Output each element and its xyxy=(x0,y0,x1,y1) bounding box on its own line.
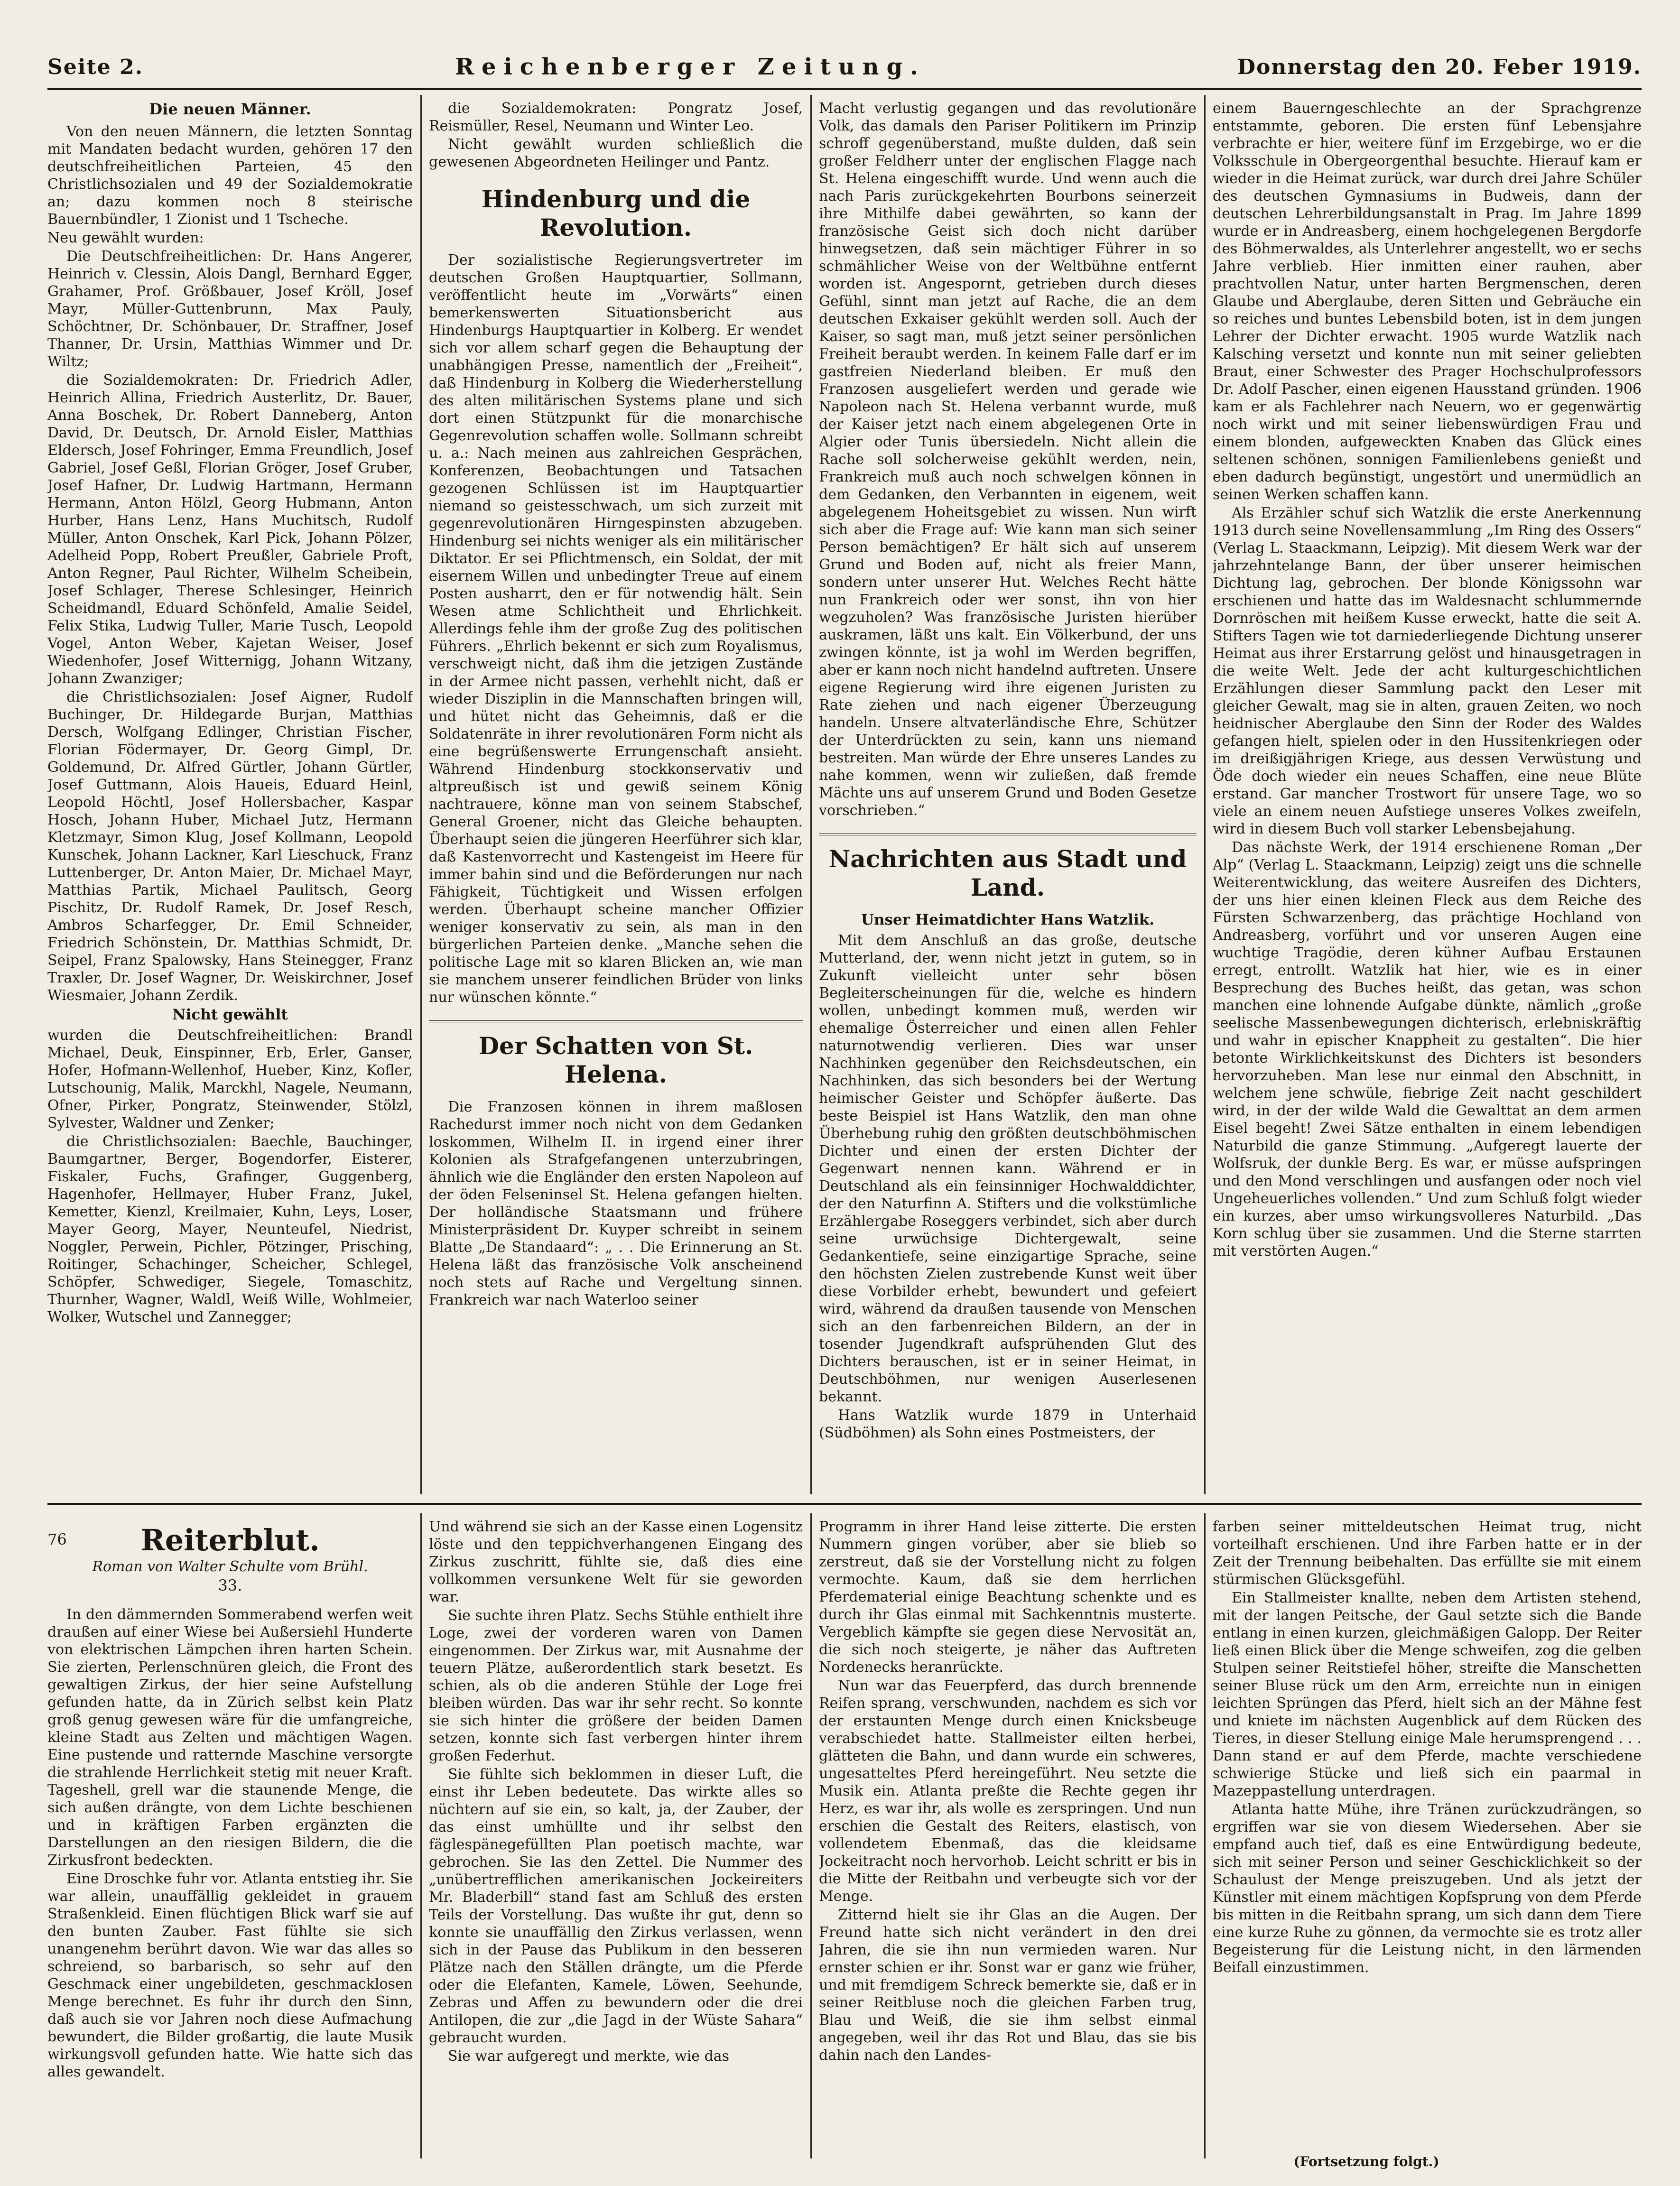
feuilleton-heading xyxy=(47,1523,413,1595)
feuilleton-number: 76 xyxy=(47,1530,67,1548)
paragraph: Programm in ihrer Hand leise zitterte. Die ersten Nummern gingen vorüber, aber sie blieb so zerstreut, daß sie der Vorstellung nicht zu folgen vermochte. Kaum, daß sie dem herrlichen Pferdematerial einige Beachtung schenkte und es durch ihr Glas einmal mit Sachkenntnis musterte. Vergeblich kämpfte sie gegen diese Nervosität an, die sich noch steigerte, je näher das Auftreten Nordenecks heranrückte. xyxy=(819,1519,1197,1676)
feuilleton-column-1 xyxy=(47,1606,413,2161)
paragraph: Mit dem Anschluß an das große, deutsche Mutterland, der, wenn nicht jetzt in gutem, so in Zukunft vielleicht unter sehr bösen Begleiterscheinungen für die, welche es hindern wollen, unbedingt kommen muß, werden wir ehemalige Österreicher und einen allen Fehler naturnotwendig verlieren. Dies war unser Nachhinken gegenüber den Reichsdeutschen, ein Nachhinken, das sich besonders bei der Wertung heimischer Geister und Schöpfer äußerte. Das beste Beispiel ist Hans Watzlik, den man ohne Überhebung ruhig den größten deutschböhmischen Dichter und einen der ersten Dichter der Gegenwart nennen kann. Während er in Deutschland als ein feinsinniger Hochwalddichter, der den Naturfinn A. Stifters und die volkstümliche Erzählergabe Roseggers verbindet, sich aber durch seine urwüchsige Dichtergewalt, seine Gedankentiefe, seine einzigartige Sprache, seine den höchsten Zielen zustrebende Kunst weit über diese Vorbilder erhebt, bewundert und gefeiert wird, während da draußen tausende von Menschen sich an den farbenreichen Bildern, an der in tosender Jugendkraft aufsprühenden Glut des Dichters berauschen, ist er in seiner Heimat, in Deutschböhmen, nur wenigen Auserlesenen bekannt. xyxy=(819,932,1197,1405)
article-headline: Hindenburg und die Revolution. xyxy=(481,185,751,241)
feuilleton-column-2 xyxy=(429,1518,803,2161)
column-1 xyxy=(47,100,413,1499)
article-headline: Der Schatten von St. Helena. xyxy=(429,1020,803,1089)
paragraph: die Sozialdemokraten: Pongratz Josef, Reismüller, Resel, Neumann und Winter Leo. xyxy=(429,100,803,134)
feuilleton-column-4 xyxy=(1213,1518,1642,2149)
feuilleton-author: Roman von Walter Schulte vom Brühl. xyxy=(92,1558,368,1575)
paragraph: Atlanta hatte Mühe, ihre Tränen zurückzudrängen, so ergriffen war sie von diesem Wiedersehen. Aber sie empfand auch tief, daß es eine Entwürdigung bedeute, sich mit seiner Person und seiner Geschicklichkeit so der Schaulust der Menge preiszugeben. Und als jetzt der Künstler mit einem mächtigen Kopfsprung von dem Pferde bis mitten in die Reitbahn sprang, um sich dann dem Tiere eine kurze Ruhe zu gönnen, da vermochte sie es trotz aller Begeisterung für die Leistung nicht, in den lärmenden Beifall einzustimmen. xyxy=(1213,1801,1642,1976)
continuation-note: (Fortsetzung folgt.) xyxy=(1293,2154,1439,2169)
paragraph: Die Franzosen können in ihrem maßlosen Rachedurst immer noch nicht von dem Gedanken loskommen, Wilhelm II. in irgend einer ihrer Kolonien als Strafgefangenen unterzubringen, ähnlich wie die Engländer den ersten Napoleon auf der öden Felseninsel St. Helena gefangen hielten. Der holländische Staatsmann und frühere Ministerpräsident Dr. Kuyper schreibt in seinem Blatte „De Standaard“: „ . . Die Erinnerung an St. Helena läßt das französische Volk anscheinend noch stets auf Rache und Vergeltung sinnen. Frankreich war nach Waterloo seiner xyxy=(429,1099,803,1308)
page-number: Seite 2. xyxy=(47,55,144,79)
paragraph: Hans Watzlik wurde 1879 in Unterhaid (Südböhmen) als Sohn eines Postmeisters, der xyxy=(819,1407,1197,1441)
column-rule xyxy=(420,95,422,1494)
paragraph: Eine Droschke fuhr vor. Atlanta entstieg ihr. Sie war allein, unauffällig gekleidet in grauem Straßenkleid. Einen flüchtigen Blick warf sie auf den bunten Zauber. Fast fühlte sie sich unangenehm berührt davon. Wie war das alles so schreiend, so barbarisch, so sehr auf den Geschmack einer ungebildeten, geschmacklosen Menge berechnet. Es fuhr ihr durch den Sinn, daß auch sie vor Jahren noch diese Aufmachung bewundert, die Bilder großartig, die laute Musik wirkungsvoll gefunden hatte. Wie hatte sich das alles gewandelt. xyxy=(47,1871,413,2080)
newspaper-name: Reichenberger Zeitung. xyxy=(455,54,926,80)
paragraph: Als Erzähler schuf sich Watzlik die erste Anerkennung 1913 durch seine Novellensammlung „Im Ring des Ossers“ (Verlag L. Staackmann, Leipzig). Mit diesem Werk war der jahrzehntelange Bann, der über unserer heimischen Dichtung lag, gebrochen. Der blonde Königssohn war erschienen und hatte das im Waldesnacht schlummernde Dornröschen mit heißem Kusse erweckt, hatte die seit A. Stifters Tagen wie tot darniederliegende Dichtung unserer Heimat aus ihrer Erstarrung gelöst und hinausgetragen in die weite Welt. Jede der acht kulturgeschichtlichen Erzählungen dieser Sammlung packt den Leser mit gleicher Gewalt, mag sie in alten, grauen Zeiten, wo noch heidnischer Aberglaube den Sinn der Roder des Waldes gefangen hielt, spielen oder in den Hussitenkriegen oder im dreißigjährigen Kriege, aus dessen Verwüstung und Öde doch wieder ein neues Schaffen, eine neue Blüte erstand. Gar mancher Trostwort für unsere Tage, wo so viele an einem neuen Aufstiege unseres Volkes zweifeln, wird in diesem Buch voll starker Lebensbejahung. xyxy=(1213,505,1642,837)
column-4 xyxy=(1213,100,1642,1499)
paragraph: farben seiner mitteldeutschen Heimat trug, nicht vorteilhaft erschienen. Und ihre Farben hatte er in der Zeit der Trennung beibehalten. Das erfüllte sie mit einem stürmischen Glücksgefühl. xyxy=(1213,1519,1642,1588)
paragraph: Und während sie sich an der Kasse einen Logensitz löste und den teppichverhangenen Eingang des Zirkus zuschritt, fühlte sie, daß dies eine vollkommen versunkene Welt für sie geworden war. xyxy=(429,1519,803,1605)
feuilleton-part: 33. xyxy=(218,1576,242,1594)
paragraph: die Christlichsozialen: Baechle, Bauchinger, Baumgartner, Berger, Bogendorfer, Eisterer, Fiskaler, Fuchs, Grafinger, Guggenberg, Hagenhofer, Hellmayer, Huber Franz, Jukel, Kemetter, Kienzl, Kreilmaier, Kuhn, Leys, Loser, Mayer Georg, Mayer, Neunteufel, Niedrist, Noggler, Perwein, Pichler, Pötzinger, Prisching, Roitinger, Schachinger, Scheicher, Schlegel, Schöpfer, Schwediger, Siegele, Tomaschitz, Thurnher, Wagner, Waldl, Weiß Wille, Wohlmeier, Wolker, Wutschel und Zannegger; xyxy=(47,1133,413,1325)
column-rule xyxy=(1204,95,1206,1494)
column-rule xyxy=(810,95,812,1494)
paragraph: die Christlichsozialen: Josef Aigner, Rudolf Buchinger, Dr. Hildegarde Burjan, Matthias Dersch, Wolfgang Edlinger, Christian Fischer, Florian Födermayer, Dr. Georg Gimpl, Dr. Goldemund, Dr. Alfred Gürtler, Johann Gürtler, Josef Guttmann, Alois Haueis, Eduard Heinl, Leopold Höchtl, Josef Hollersbacher, Kaspar Hosch, Johann Huber, Michael Jutz, Hermann Kletzmayr, Simon Klug, Josef Kollmann, Leopold Kunschek, Johann Lackner, Karl Lieschuck, Franz Luttenberger, Dr. Anton Maier, Dr. Michael Mayr, Matthias Partik, Michael Paulitsch, Georg Pischitz, Dr. Rudolf Ramek, Dr. Josef Resch, Ambros Scharfegger, Dr. Emil Schneider, Friedrich Schönstein, Dr. Matthias Schmidt, Dr. Seipel, Franz Spalowsky, Hans Steinegger, Franz Traxler, Dr. Josef Wagner, Dr. Weiskirchner, Josef Wiesmaier, Johann Zerdik. xyxy=(47,689,413,1004)
paragraph: wurden die Deutschfreiheitlichen: Brandl Michael, Deuk, Einspinner, Erb, Erler, Ganser, Hofer, Hofmann-Wellenhof, Hueber, Kinz, Kofler, Lutschounig, Malik, Marckhl, Nagele, Neumann, Ofner, Pirker, Pongratz, Steinwender, Stölzl, Sylvester, Waldner und Zenker; xyxy=(47,1027,413,1131)
issue-date: Donnerstag den 20. Feber 1919. xyxy=(1237,55,1642,79)
feuilleton-title: Reiterblut. xyxy=(140,1523,320,1557)
paragraph: In den dämmernden Sommerabend werfen weit draußen auf einer Wiese bei Außersiehl Hunderte von elektrischen Lämpchen ihren harten Schein. Sie zierten, Perlenschnüren gleich, die Front des gewaltigen Zirkus, der hier seine Aufstellung gefunden hatte, da in Zürich selbst kein Platz groß genug gewesen wäre für die umfangreiche, kleine Stadt aus Zelten und mächtigen Wagen. Eine pustende und ratternde Maschine versorgte die strahlende Herrlichkeit stetig mit neuer Kraft. Tageshell, grell war die staunende Menge, die sich außen drängte, von dem Lichte beschienen und in kräftigen Farben ergänzten die Darstellungen an den riesigen Bildern, die die Zirkusfront bedeckten. xyxy=(47,1606,413,1869)
feuilleton-rule xyxy=(47,1503,1642,1505)
column-2 xyxy=(429,100,803,1499)
paragraph: Ein Stallmeister knallte, neben dem Artisten stehend, mit der langen Peitsche, der Gaul setzte sich die Bande entlang in einen kurzen, gleichmäßigen Galopp. Der Reiter ließ einen Blick über die Menge schweifen, zog die gelben Stulpen seiner Reitstiefel höher, streifte die Manschetten seiner Bluse rück um den Arm, erreichte nun in einigen leichten Sprüngen das Pferd, hielt sich an der Mähne fest und kniete im nächsten Augenblick auf dem Rücken des Tieres, in dieser Stellung einige Male herumsprengend . . . Dann stand er auf dem Pferde, machte verschiedene schwierige Stücke und ließ sich ein paarmal in Mazeppastellung unterdragen. xyxy=(1213,1590,1642,1799)
paragraph: Die Deutschfreiheitlichen: Dr. Hans Angerer, Heinrich v. Clessin, Alois Dangl, Bernhard Egger, Grahamer, Prof. Größbauer, Josef Kröll, Josef Mayr, Müller-Guttenbrunn, Max Pauly, Schöchtner, Dr. Schönbauer, Dr. Straffner, Josef Thanner, Dr. Ursin, Matthias Wimmer und Dr. Wiltz; xyxy=(47,248,413,370)
paragraph: Nun war das Feuerpferd, das durch brennende Reifen sprang, verschwunden, nachdem es sich vor der erstaunten Menge durch einen Knicksbeuge verabschiedet hatte. Stallmeister eilten herbei, glätteten die Bahn, und dann wurde ein schweres, ungesatteltes Pferd hereingeführt. Neu setzte die Musik ein. Atlanta preßte die Rechte gegen ihr Herz, es war ihr, als wolle es zerspringen. Und nun erschien die Gestalt des Reiters, elastisch, von vollendetem Ebenmaß, das die kleidsame Jockeitracht noch hervorhob. Leicht schritt er bis in die Mitte der Reitbahn und verbeugte sich vor der Menge. xyxy=(819,1677,1197,1905)
paragraph: Sie war aufgeregt und merkte, wie das xyxy=(448,2048,730,2065)
paragraph: Das nächste Werk, der 1914 erschienene Roman „Der Alp“ (Verlag L. Staackmann, Leipzig) zeigt uns die schnelle Weiterentwicklung, das weitere Ausreifen des Dichters, der uns hier einen kleinen Fleck aus dem Reiche des Fürsten Schwarzenberg, das prächtige Hochland von Andreasberg, vorführt und vor unseren Augen eine wuchtige Tragödie, deren kühner Aufbau Erstaunen erregt, entrollt. Watzlik hat hier, wie es in einer Besprechung des Buches heißt, das getan, was schon manchen eine lohnende Aufgabe dünkte, nämlich „große seelische Massenbewegungen dichterisch, erlebniskräftig und wahr in epischer Knappheit zu gestalten“. Die hier betonte Wirklichkeitskunst des Dichters ist besonders hervorzuheben. Man lese nur einmal den Abschnitt, in welchem jene schwüle, fiebrige Zeit nacht geschildert wird, in der der wilde Wald die Gewalttat an dem armen Eisel begeht! Zwei Sätze enthalten in einem lebendigen Naturbild die ganze Stimmung. „Aufgeregt lauerte der Wolfsruk, der dunkle Berg. Es war, er müsse aufspringen und den Mond verschlingen und ausfangen oder noch viel Ungeheuerliches vollenden.“ Und zum Schluß folgt wieder ein kurzes, aber umso wirkungsvolleres Naturbild. „Das Korn schlug über sie zusammen. Und die Sterne starrten mit verstörten Augen.“ xyxy=(1213,839,1642,1260)
feuilleton-column-3 xyxy=(819,1518,1197,2161)
paragraph: Macht verlustig gegangen und das revolutionäre Volk, das damals den Pariser Politikern im Prinzip schroff gegenüberstand, mußte dulden, daß sein großer Feldherr unter der englischen Flagge nach St. Helena eingeschifft wurde. Und wenn auch die nach Paris zurückgekehrten Bourbons seinerzeit ihre Mithilfe dabei gewährten, so kann der französische Geist sich doch nicht darüber hinwegsetzen, daß sein mächtiger Führer in so schmählicher Weise von der Weltbühne entfernt worden ist. Angespornt, getrieben durch dieses Gefühl, sinnt man jetzt auf Rache, die an dem deutschen Exkaiser gekühlt werden soll. Auch der Kaiser, so sagt man, muß jetzt seiner persönlichen Freiheit beraubt werden. In keinem Falle darf er im gastfreien Niederland bleiben. Er muß den Franzosen ausgeliefert werden und gerade wie Napoleon nach St. Helena verbannt wurde, muß der Kaiser jetzt nach einem abgelegenen Orte in Algier oder Tunis übersiedeln. Nicht allein die Rache soll solcherweise gekühlt werden, nein, Frankreich muß auch noch schwelgen können in dem Gedanken, den Verbannten in eigenem, weit abgelegenem Hoheitsgebiet zu wissen. Nun wirft sich aber die Frage auf: Wie kann man sich seiner Person bemächtigen? Er hält sich auf unserem Grund und Boden auf, nicht als freier Mann, sondern unter unserer Hut. Welches Recht hätte nun Frankreich oder wer sonst, ihn von hier wegzuholen? Was französische Juristen hierüber auskramen, läßt uns kalt. Ein Völkerbund, der uns zwingen könnte, ist ja wohl im Werden begriffen, aber er kann noch nicht handelnd auftreten. Unsere eigene Regierung wird ihre eigenen Juristen zu Rate ziehen und nach eigener Überzeugung handeln. Unsere altvaterländische Ehre, Schützer der Unterdrückten zu sein, kann uns niemand bestreiten. Man würde der Ehre unseres Landes zu nahe kommen, wenn wir zuließen, daß fremde Mächte uns auf unserem Grund und Boden Gesetze vorschrieben.“ xyxy=(819,100,1197,819)
paragraph: Neu gewählt wurden: xyxy=(47,230,204,246)
column-rule xyxy=(420,1513,422,2158)
column-rule xyxy=(1204,1513,1206,2158)
paragraph: Von den neuen Männern, die letzten Sonntag mit Mandaten bedacht wurden, gehören 17 den deutschfreiheitlichen Parteien, 45 den Christlichsozialen und 49 der Sozialdemokratie an; dazu kommen noch 8 steirische Bauernbündler, 1 Zionist und 1 Tscheche. xyxy=(47,123,413,228)
paragraph: Sie fühlte sich beklommen in dieser Luft, die einst ihr Leben bedeutete. Das wirkte alles so nüchtern auf sie ein, so kalt, ja, der Zauber, der das einst umhüllte und ihr selbst den fäglespänegefüllten Plan poetisch machte, war gebrochen. Sie las den Zettel. Die Nummer des „unübertrefflichen amerikanischen Jockeireiters Mr. Bladerbill“ stand fast am Schluß des ersten Teils der Vorstellung. Das wußte ihr gut, denn so konnte sie unauffällig den Zirkus verlassen, wenn sich in der Pause das Publikum in den besseren Plätze nach den Ställen drängte, um die Pferde oder die Elefanten, Kamele, Löwen, Seehunde, Zebras und Affen zu bewundern oder die drei Antilopen, die zur „die Jagd in der Wüste Sahara“ gebraucht wurden. xyxy=(429,1766,803,2046)
paragraph: Sie suchte ihren Platz. Sechs Stühle enthielt ihre Loge, zwei der vorderen waren von Damen eingenommen. Der Zirkus war, mit Ausnahme der teuern Plätze, außerordentlich stark besetzt. Es schien, als ob die anderen Stühle der Loge frei bleiben würden. Das war ihr sehr recht. So konnte sie sich hinter die größere der beiden Damen setzen, konnte sich fast verbergen hinter ihrem großen Federhut. xyxy=(429,1607,803,1764)
paragraph: Der sozialistische Regierungsvertreter im deutschen Großen Hauptquartier, Sollmann, veröffentlicht heute im „Vorwärts“ einen bemerkenswerten Situationsbericht aus Hindenburgs Hauptquartier in Kolberg. Er wendet sich vor allem scharf gegen die Behauptung der unabhängigen Presse, namentlich der „Freiheit“, daß Hindenburg in Kolberg die Wiederherstellung des alten militärischen Systems plane und sich dort einen Stützpunkt für die monarchische Gegenrevolution schaffen wolle. Sollmann schreibt u. a.: Nach meinen aus zahlreichen Gesprächen, Konferenzen, Beobachtungen und Tatsachen gezogenen Schlüssen ist im Hauptquartier niemand so geistesschwach, um sich zurzeit mit gegenrevolutionären Hirngespinsten abzugeben. Hindenburg sei nichts weniger als ein militärischer Diktator. Er sei Pflichtmensch, ein Soldat, der mit eisernem Willen und unbedingter Treue auf einem Posten ausharrt, den er für notwendig hält. Sein Wesen atme Schlichtheit und Ehrlichkeit. Allerdings fehle ihm der große Zug des politischen Führers. „Ehrlich bekennt er sich zum Royalismus, verschweigt nicht, daß ihm die jetzigen Zustände in der Armee nicht passen, verhehlt nicht, daß er wieder Disziplin in die Mannschaften bringen will, und hütet nicht das Geheimnis, daß er die Soldatenräte in ihrer revolutionären Form nicht als eine begrüßenswerte Errungenschaft ansieht. Während Hindenburg stockkonservativ und altpreußisch ist und gewiß seinem König nachtrauere, könne man von seinem Stabschef, General Groener, nicht das Gleiche behaupten. Überhaupt seien die jüngeren Heerführer sich klar, daß Kastenvorrecht und Kastengeist im Heere für immer bahin sind und die Beförderungen nur nach Fähigkeit, Tüchtigkeit und Wissen erfolgen werden. Überhaupt scheine mancher Offizier weniger konservativ zu sein, als man in den bürgerlichen Parteien denke. „Manche sehen die politische Lage mit so klaren Blicken an, wie man sie manchem unserer feindlichen Brüder von links nur wünschen könnte.“ xyxy=(429,252,803,1006)
paragraph: einem Bauerngeschlechte an der Sprachgrenze entstammte, geboren. Die ersten fünf Lebensjahre verbrachte er hier, weitere fünf im Erzgebirge, wo er die Volksschule in Obergeorgenthal besuchte. Hierauf kam er wieder in die Heimat zurück, war durch drei Jahre Schüler des deutschen Gymnasiums in Budweis, dann der deutschen Lehrerbildungsanstalt in Prag. Im Jahre 1899 wurde er in Andreasberg, einem hochgelegenen Bergdorfe des Böhmerwaldes, als Unterlehrer angestellt, wo er sechs Jahre verblieb. Hier inmitten einer rauhen, aber prachtvollen Natur, unter harten Bergmenschen, deren Glaube und Aberglaube, deren Sitten und Gebräuche ein so reiches und buntes Lebensbild boten, ist in dem jungen Lehrer der Dichter erwacht. 1905 wurde Watzlik nach Kalsching versetzt und konnte nun mit seiner geliebten Braut, einer Schwester des Prager Hochschulprofessors Dr. Adolf Pascher, einen eigenen Hausstand gründen. 1906 kam er als Fachlehrer nach Neuern, wo er gegenwärtig noch wirkt und mit seiner liebenswürdigen Frau und einem blonden, aufgeweckten Knaben das Glück eines seltenen schönen, sonnigen Familienlebens genießt und eben dadurch begünstigt, ungestört und unermüdlich an seinen Werken schaffen kann. xyxy=(1213,100,1642,503)
article-heading: Die neuen Männer. xyxy=(149,100,311,118)
column-rule xyxy=(810,1513,812,2158)
article-headline: Nachrichten aus Stadt und Land. xyxy=(819,834,1197,902)
article-subheading: Unser Heimatdichter Hans Watzlik. xyxy=(861,911,1155,928)
article-subheading: Nicht gewählt xyxy=(172,1006,288,1023)
paragraph: die Sozialdemokraten: Dr. Friedrich Adler, Heinrich Allina, Friedrich Austerlitz, Dr. Bauer, Anna Boschek, Dr. Robert Danneberg, Anton David, Dr. Deutsch, Dr. Arnold Eisler, Matthias Eldersch, Josef Fohringer, Emma Freundlich, Josef Gabriel, Josef Geßl, Florian Gröger, Josef Gruber, Josef Hafner, Dr. Ludwig Hartmann, Hermann Hermann, Anton Hölzl, Georg Hubmann, Anton Hurber, Hans Lenz, Hans Muchitsch, Rudolf Müller, Anton Onschek, Karl Pick, Johann Pölzer, Adelheid Popp, Robert Preußler, Gabriele Proft, Anton Regner, Paul Richter, Wilhelm Scheibein, Josef Schlager, Therese Schlesinger, Heinrich Scheidmandl, Eduard Schönfeld, Amalie Seidel, Felix Stika, Ludwig Tuller, Marie Tusch, Leopold Vogel, Anton Weber, Kajetan Weiser, Josef Wiedenhofer, Josef Witternigg, Johann Witzany, Johann Zwanziger; xyxy=(47,372,413,687)
masthead xyxy=(47,46,1642,90)
column-3 xyxy=(819,100,1197,1499)
paragraph: Zitternd hielt sie ihr Glas an die Augen. Der Freund hatte sich nicht verändert in den drei Jahren, die sie ihn nun vermieden waren. Nur ernster schien er ihr. Sonst war er ganz wie früher, und mit fremdigem Schreck bemerkte sie, daß er in seiner Reitbluse noch die gleichen Farben trug, Blau und Weiß, die sie ihm selbst einmal angegeben, weil ihr das Rot und Blau, das sie bis dahin nach den Landes- xyxy=(819,1907,1197,2064)
paragraph: Nicht gewählt wurden schließlich die gewesenen Abgeordneten Heilinger und Pantz. xyxy=(429,136,803,170)
